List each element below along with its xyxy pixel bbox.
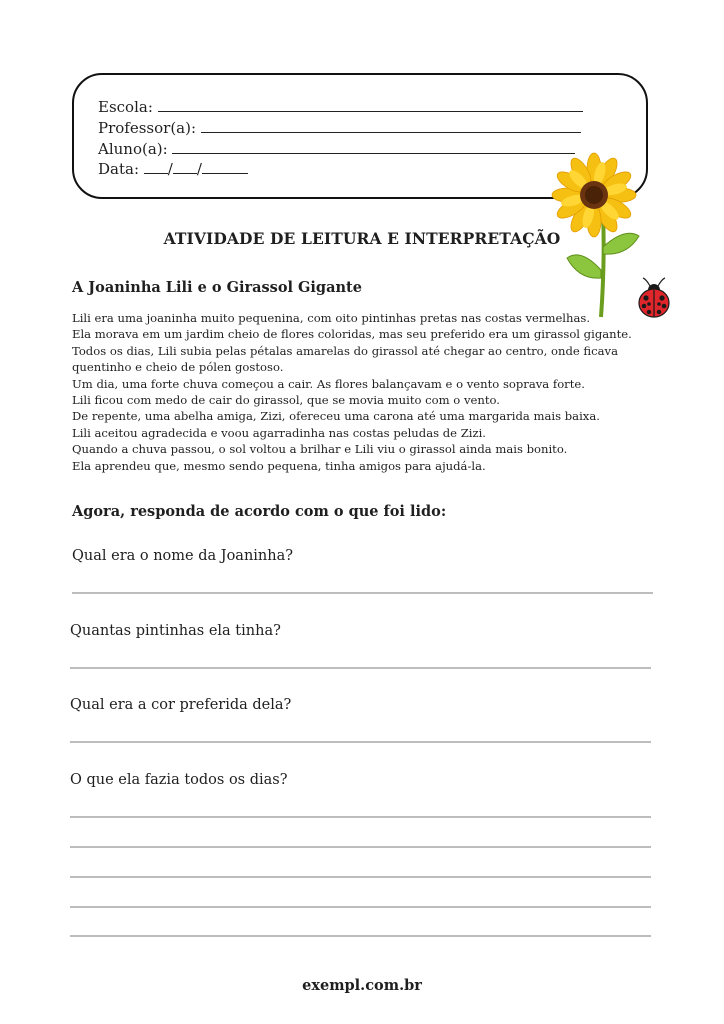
professor-field[interactable] — [201, 118, 581, 133]
professor-label: Professor(a): — [98, 119, 197, 137]
date-separator: / — [196, 160, 202, 178]
instructions: Agora, responda de acordo com o que foi lido: — [72, 503, 447, 520]
story-line: quentinho e cheio de pólen gostoso. — [72, 360, 284, 375]
question-2: Quantas pintinhas ela tinha? — [70, 623, 281, 639]
answer-line-4c[interactable] — [70, 876, 651, 878]
aluno-field[interactable] — [172, 139, 575, 154]
answer-line-2[interactable] — [70, 667, 651, 669]
story-line: Todos os dias, Lili subia pelas pétalas amarelas do girassol até chegar ao centro, onde ficava — [72, 343, 619, 358]
year-field[interactable] — [202, 159, 248, 174]
story-line: Lili ficou com medo de cair do girassol, que se movia muito com o vento. — [72, 393, 500, 408]
question-3: Qual era a cor preferida dela? — [70, 697, 292, 713]
answer-line-3[interactable] — [70, 741, 651, 743]
professor-row — [98, 118, 581, 138]
story-line: Lili era uma joaninha muito pequenina, com oito pintinhas pretas nas costas vermelhas. — [72, 311, 591, 325]
question-4: O que ela fazia todos os dias? — [70, 772, 288, 788]
story-text — [72, 310, 672, 474]
answer-line-4e[interactable] — [70, 935, 651, 937]
aluno-label: Aluno(a): — [98, 140, 168, 158]
aluno-row — [98, 139, 575, 159]
footer-url: exempl.com.br — [302, 977, 422, 994]
story-line: De repente, uma abelha amiga, Zizi, ofereceu uma carona até uma margarida mais baixa. — [72, 409, 600, 424]
month-field[interactable] — [173, 159, 197, 174]
answer-line-4a[interactable] — [70, 816, 651, 818]
story-line: Ela aprendeu que, mesmo sendo pequena, tinha amigos para ajudá-la. — [72, 458, 486, 473]
answer-line-1[interactable] — [72, 592, 653, 594]
data-row — [98, 159, 248, 179]
answer-line-4d[interactable] — [70, 906, 651, 908]
story-title: A Joaninha Lili e o Girassol Gigante — [72, 279, 362, 296]
answer-line-4b[interactable] — [70, 846, 651, 848]
escola-field[interactable] — [158, 97, 583, 112]
escola-label: Escola: — [98, 98, 153, 116]
day-field[interactable] — [144, 159, 168, 174]
story-line: Quando a chuva passou, o sol voltou a brilhar e Lili viu o girassol ainda mais bonito. — [72, 442, 568, 457]
story-line: Ela morava em um jardim cheio de flores coloridas, mas seu preferido era um girassol gigante. — [72, 327, 632, 342]
story-line: Um dia, uma forte chuva começou a cair. As flores balançavam e o vento soprava forte. — [72, 376, 585, 391]
escola-row — [98, 97, 583, 117]
page-title: ATIVIDADE DE LEITURA E INTERPRETAÇÃO — [163, 229, 561, 248]
story-line: Lili aceitou agradecida e voou agarradinha nas costas peludas de Zizi. — [72, 425, 486, 440]
data-label: Data: — [98, 160, 139, 178]
question-1: Qual era o nome da Joaninha? — [72, 548, 294, 564]
date-separator: / — [167, 160, 173, 178]
